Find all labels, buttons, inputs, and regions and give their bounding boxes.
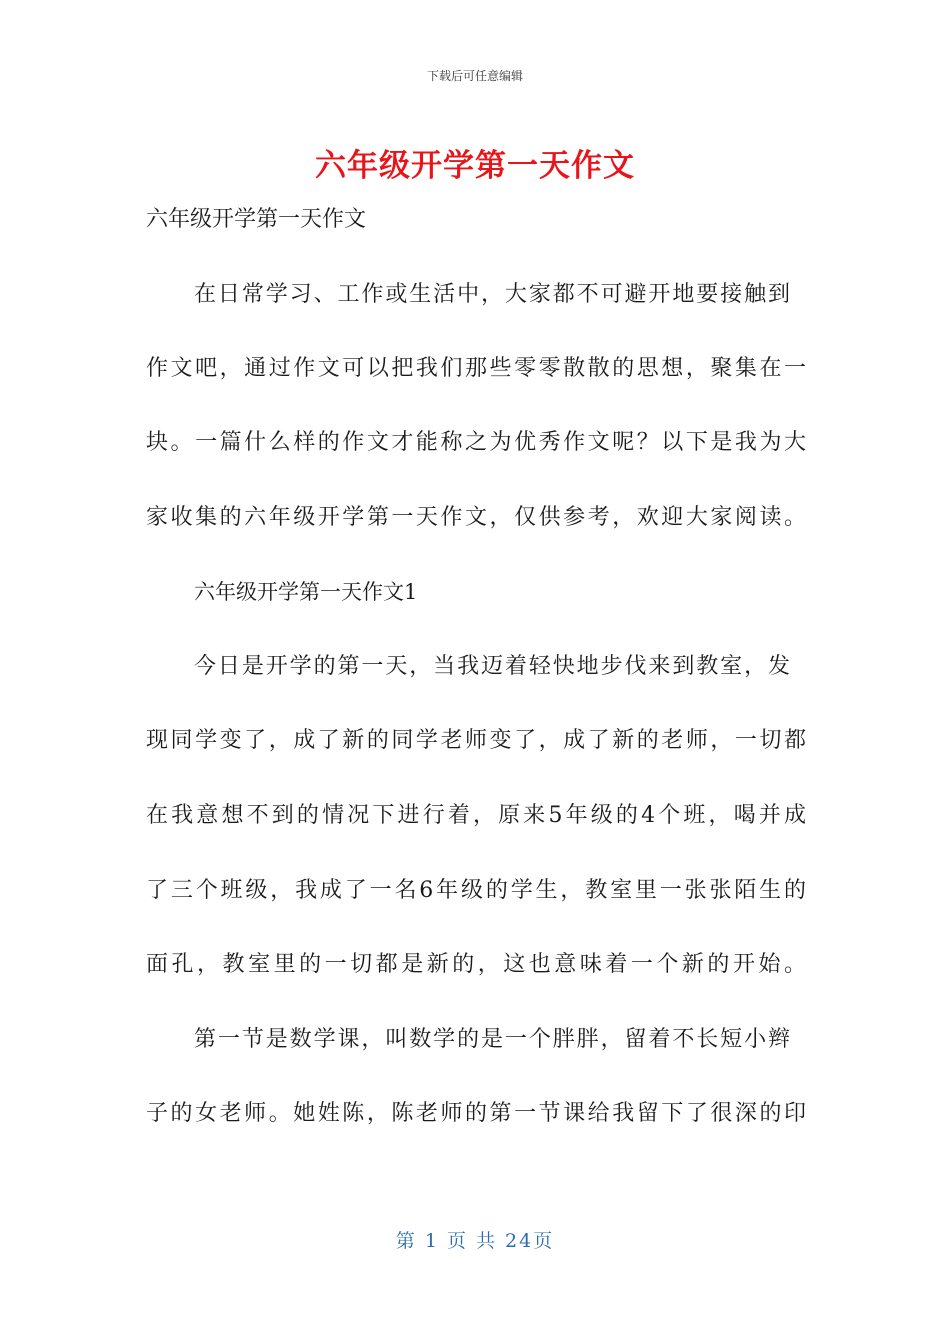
text-line: 子的女老师。她姓陈，陈老师的第一节课给我留下了很深的印 (146, 1101, 806, 1126)
text-line: 在日常学习、工作或生活中，大家都不可避开地要接触到 (194, 282, 790, 307)
page-footer: 第 1 页 共 24页 (395, 1230, 555, 1252)
header-note: 下载后可任意编辑 (426, 69, 523, 83)
document-title: 六年级开学第一天作文 (315, 148, 635, 184)
section-heading: 六年级开学第一天作文1 (194, 580, 418, 604)
text-line: 了三个班级，我成了一名6年级的学生，教室里一张张陌生的 (146, 878, 806, 903)
text-line: 块。一篇什么样的作文才能称之为优秀作文呢？以下是我为大 (146, 430, 806, 455)
text-line: 第一节是数学课，叫数学的是一个胖胖，留着不长短小辫 (194, 1027, 790, 1052)
text-line: 作文吧，通过作文可以把我们那些零零散散的思想，聚集在一 (146, 356, 806, 381)
text-line: 家收集的六年级开学第一天作文，仅供参考，欢迎大家阅读。 (146, 505, 806, 530)
text-line: 六年级开学第一天作文 (146, 207, 367, 232)
text-line: 面孔，教室里的一切都是新的，这也意味着一个新的开始。 (146, 952, 806, 977)
text-line: 现同学变了，成了新的同学老师变了，成了新的老师，一切都 (146, 728, 806, 753)
text-line: 在我意想不到的情况下进行着，原来5年级的4个班，喝并成 (146, 803, 806, 828)
text-line: 今日是开学的第一天，当我迈着轻快地步伐来到教室，发 (194, 654, 790, 679)
